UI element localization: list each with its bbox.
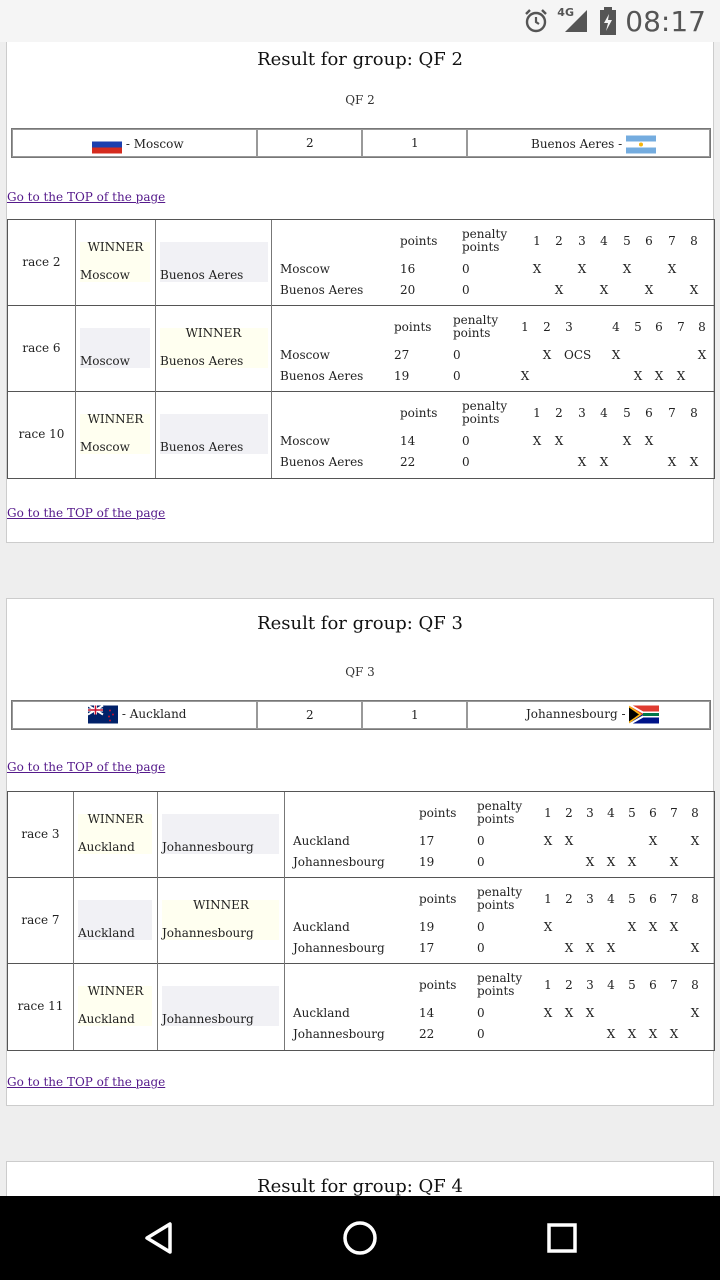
leg-number: 8 [690,406,698,420]
race-label: race 10 [18,427,65,441]
row-points: 14 [419,1006,435,1020]
winner-label: WINNER [87,984,144,998]
leg-number: 4 [600,234,608,248]
leg-number: 3 [586,892,594,906]
race-detail [285,792,714,878]
leg-mark: X [622,262,632,276]
team-b-label: Johannesbourg [162,840,254,854]
points-header: points [400,406,438,420]
leg-number: 5 [634,320,642,334]
group-card-qf2 [6,42,714,543]
leg-number: 8 [690,234,698,248]
team-b-name: Buenos Aeres - [531,137,623,151]
leg-number: 1 [521,320,529,334]
leg-mark: X [669,855,679,869]
points-header: points [419,978,457,992]
leg-mark: X [667,262,677,276]
score-a: 2 [306,136,314,150]
row-penalty: 0 [453,369,461,383]
leg-mark: X [577,262,587,276]
leg-mark: X [585,941,595,955]
argentina-flag-icon [626,135,656,154]
race-label: race 2 [22,255,61,269]
score-b: 1 [411,708,419,722]
team-a-label: Auckland [78,1012,135,1026]
team-a-name: - Auckland [121,707,187,721]
leg-mark: X [627,920,637,934]
leg-mark: X [648,920,658,934]
leg-mark: X [599,283,609,297]
row-penalty: 0 [477,920,485,934]
race-row [8,220,714,306]
team-a-label: Auckland [78,926,135,940]
winner-label: WINNER [193,898,249,912]
leg-mark: X [543,834,553,848]
leg-number: 1 [544,892,552,906]
leg-mark: X [690,834,700,848]
leg-mark: X [543,920,553,934]
leg-number: 2 [555,406,563,420]
row-penalty: 0 [477,941,485,955]
leg-number: 7 [670,978,678,992]
row-penalty: 0 [462,434,470,448]
group-card-qf4 [6,1161,714,1196]
row-team-name: Buenos Aeres [280,369,364,383]
row-points: 17 [419,834,435,848]
winner-label: WINNER [87,240,144,254]
leg-number: 8 [691,978,699,992]
points-header: points [419,892,457,906]
race-detail [272,220,714,306]
leg-number: 3 [586,806,594,820]
new-zealand-flag-icon [88,705,118,724]
race-row [8,878,714,964]
leg-number: 5 [623,234,631,248]
leg-mark: X [606,941,616,955]
leg-number: 6 [649,978,657,992]
team-a-cell [12,129,257,157]
score-b: 1 [411,136,419,150]
penalty-header: penalty points [462,227,508,254]
leg-number: 3 [578,234,586,248]
penalty-header: penalty points [477,885,523,912]
leg-number: 7 [668,234,676,248]
battery-icon [599,7,617,35]
penalty-header: penalty points [477,799,523,826]
row-team-name: Auckland [293,920,350,934]
go-to-top-link[interactable]: Go to the TOP of the page [7,1075,166,1089]
leg-mark: X [606,855,616,869]
clock: 08:17 [625,4,706,38]
leg-number: 6 [645,234,653,248]
race-row [8,964,714,1050]
race-detail [285,878,714,964]
row-penalty: 0 [462,262,470,276]
group-title: Result for group: QF 2 [257,49,463,70]
leg-mark: X [648,1027,658,1041]
race-results [7,791,715,1051]
row-team-name: Johannesbourg [293,1027,385,1041]
back-icon[interactable] [140,1218,180,1258]
leg-number: 5 [628,892,636,906]
row-points: 19 [394,369,410,383]
row-team-name: Buenos Aeres [280,283,364,297]
row-team-name: Buenos Aeres [280,455,364,469]
leg-number: 3 [586,978,594,992]
leg-number: 2 [543,320,551,334]
group-subtitle: QF 3 [345,665,375,679]
leg-mark: X [611,348,621,362]
penalty-header: penalty points [453,313,499,340]
race-detail [285,964,714,1050]
leg-number: 7 [677,320,685,334]
row-penalty: 0 [453,348,461,362]
leg-number: 6 [645,406,653,420]
leg-number: 5 [628,806,636,820]
row-penalty: 0 [477,1027,485,1041]
team-a-label: Moscow [80,440,130,454]
leg-mark: X [676,369,686,383]
leg-number: 3 [565,320,573,334]
leg-number: 7 [668,406,676,420]
leg-mark: X [564,834,574,848]
leg-mark: X [543,1006,553,1020]
leg-mark: X [627,1027,637,1041]
ocs-mark: OCS [564,348,592,362]
penalty-header: penalty points [462,399,508,426]
winner-label: WINNER [87,812,144,826]
winner-label: WINNER [87,412,144,426]
row-penalty: 0 [477,834,485,848]
row-team-name: Auckland [293,1006,350,1020]
team-b-label: Johannesbourg [162,926,254,940]
leg-mark: X [564,1006,574,1020]
go-to-top-link[interactable]: Go to the TOP of the page [7,190,166,204]
match-summary [11,128,711,158]
go-to-top-link[interactable]: Go to the TOP of the page [7,506,166,520]
row-points: 20 [400,283,416,297]
leg-mark: X [577,455,587,469]
leg-mark: X [554,434,564,448]
race-label: race 3 [21,827,60,841]
leg-number: 7 [670,892,678,906]
group-title: Result for group: QF 3 [257,613,463,634]
leg-mark: X [627,855,637,869]
penalty-header: penalty points [477,971,523,998]
race-results [7,219,715,479]
leg-mark: X [564,941,574,955]
row-points: 27 [394,348,410,362]
row-penalty: 0 [477,855,485,869]
row-penalty: 0 [462,455,470,469]
row-team-name: Auckland [293,834,350,848]
leg-number: 2 [565,892,573,906]
leg-mark: X [690,1006,700,1020]
row-team-name: Moscow [280,348,330,362]
score-a-cell [257,129,362,157]
leg-mark: X [689,455,699,469]
race-detail [272,306,714,392]
leg-number: 8 [691,892,699,906]
race-label: race 6 [22,341,61,355]
row-points: 22 [400,455,416,469]
leg-mark: X [532,434,542,448]
leg-mark: X [654,369,664,383]
leg-number: 6 [655,320,663,334]
team-a-label: Moscow [80,354,130,368]
match-summary [11,700,711,730]
team-b-label: Buenos Aeres [160,440,244,454]
team-b-name: Johannesbourg - [526,707,626,721]
leg-number: 4 [607,806,615,820]
row-points: 16 [400,262,416,276]
go-to-top-link[interactable]: Go to the TOP of the page [7,760,166,774]
leg-mark: X [532,262,542,276]
leg-mark: X [606,1027,616,1041]
leg-number: 8 [691,806,699,820]
score-b-cell [362,129,467,157]
leg-mark: X [669,1027,679,1041]
team-b-label: Buenos Aeres [160,268,244,282]
leg-number: 1 [544,978,552,992]
score-a: 2 [306,708,314,722]
group-subtitle: QF 2 [345,93,375,107]
race-row [8,306,714,392]
status-bar [0,0,720,42]
leg-mark: X [599,455,609,469]
team-b-label: Buenos Aeres [160,354,244,368]
leg-number: 4 [607,978,615,992]
team-a-name: - Moscow [125,137,184,151]
race-label: race 7 [21,913,60,927]
leg-mark: X [542,348,552,362]
leg-mark: X [644,434,654,448]
race-row [8,792,714,878]
russia-flag-icon [92,135,122,154]
row-team-name: Moscow [280,434,330,448]
leg-number: 8 [698,320,706,334]
points-header: points [419,806,457,820]
row-team-name: Johannesbourg [293,855,385,869]
leg-mark: X [644,283,654,297]
home-icon[interactable] [340,1218,380,1258]
leg-number: 2 [565,978,573,992]
leg-mark: X [585,1006,595,1020]
race-row [8,392,714,478]
team-b-cell [467,129,710,157]
row-team-name: Moscow [280,262,330,276]
row-points: 19 [419,920,435,934]
leg-number: 2 [565,806,573,820]
leg-mark: X [520,369,530,383]
team-a-label: Moscow [80,268,130,282]
leg-number: 7 [670,806,678,820]
leg-mark: X [690,941,700,955]
leg-mark: X [622,434,632,448]
leg-number: 1 [533,406,541,420]
leg-number: 2 [555,234,563,248]
page-content[interactable] [0,42,720,1196]
leg-number: 1 [533,234,541,248]
row-penalty: 0 [477,1006,485,1020]
south-africa-flag-icon [629,705,659,724]
network-type: 4G [557,6,574,19]
row-team-name: Johannesbourg [293,941,385,955]
row-points: 22 [419,1027,435,1041]
leg-number: 6 [649,892,657,906]
group-title: Result for group: QF 4 [257,1176,463,1196]
score-a-cell [257,701,362,729]
leg-number: 5 [628,978,636,992]
leg-mark: X [669,920,679,934]
group-card-qf3 [6,598,714,1106]
leg-number: 1 [544,806,552,820]
recents-icon[interactable] [542,1218,582,1258]
race-detail [272,392,714,478]
navigation-bar [0,1196,720,1280]
leg-mark: X [633,369,643,383]
winner-label: WINNER [185,326,242,340]
row-points: 14 [400,434,416,448]
signal-icon [557,8,591,34]
row-points: 17 [419,941,435,955]
leg-mark: X [554,283,564,297]
team-a-label: Auckland [78,840,135,854]
leg-number: 4 [612,320,620,334]
leg-number: 4 [600,406,608,420]
race-label: race 11 [17,999,64,1013]
points-header: points [400,234,438,248]
leg-mark: X [667,455,677,469]
leg-number: 5 [623,406,631,420]
leg-number: 4 [607,892,615,906]
leg-mark: X [585,855,595,869]
row-points: 19 [419,855,435,869]
team-b-label: Johannesbourg [162,1012,254,1026]
points-header: points [394,320,432,334]
leg-number: 6 [649,806,657,820]
score-b-cell [362,701,467,729]
leg-number: 3 [578,406,586,420]
row-penalty: 0 [462,283,470,297]
team-b-cell [467,701,710,729]
leg-mark: X [689,283,699,297]
alarm-icon [523,8,549,34]
team-a-cell [12,701,257,729]
leg-mark: X [697,348,707,362]
leg-mark: X [648,834,658,848]
